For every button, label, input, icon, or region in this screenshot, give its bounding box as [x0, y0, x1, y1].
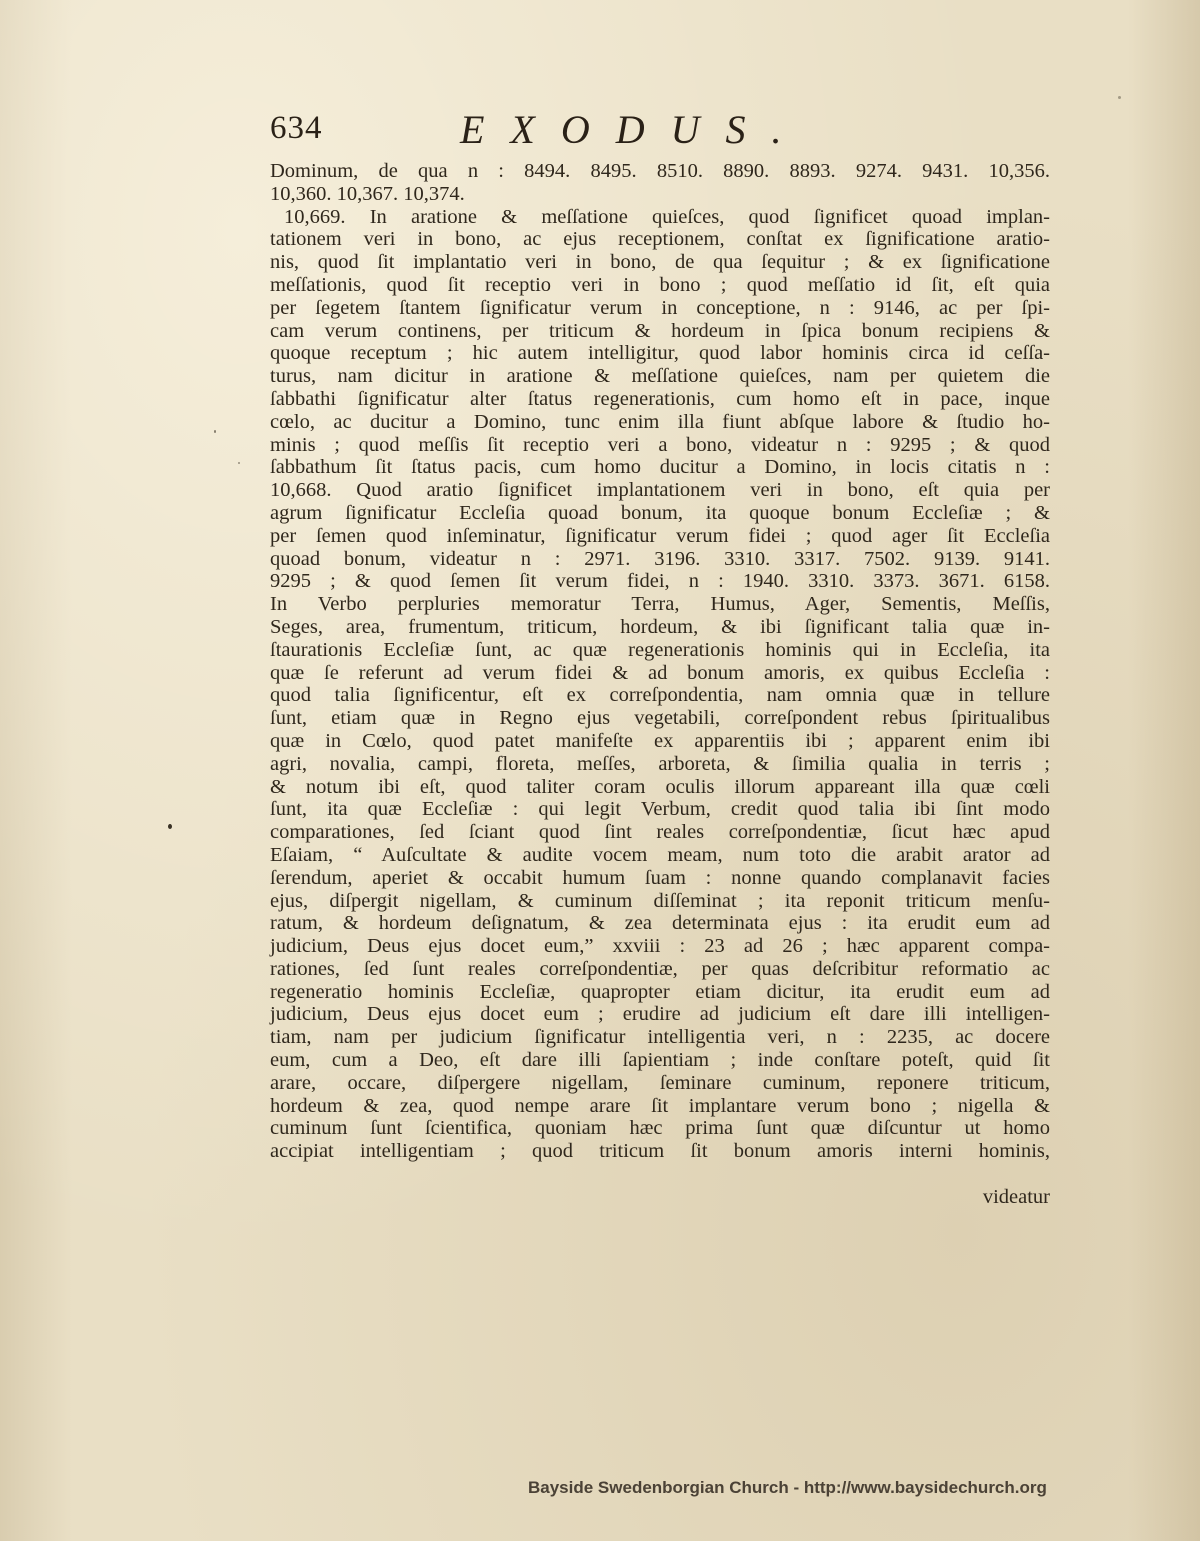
text-line: judicium, Deus ejus docet eum ; erudire ad judicium eſt dare illi intelligen-	[270, 1003, 1050, 1026]
watermark-footer: Bayside Swedenborgian Church - http://www.baysidechurch.org	[528, 1478, 1047, 1497]
text-line: Seges, area, frumentum, triticum, hordeum, & ibi ſignificant talia quæ in-	[270, 615, 1050, 638]
text-line: 10,669. In aratione & meſſatione quieſces, quod ſignificet quoad implan-	[284, 205, 1050, 228]
text-line: ſabbathum ſit ſtatus pacis, cum homo ducitur a Domino, in locis citatis n :	[270, 456, 1050, 479]
text-line: hordeum & zea, quod nempe arare ſit implantare verum bono ; nigella &	[270, 1094, 1050, 1117]
text-line: quæ ſe referunt ad verum fidei & ad bonum amoris, ex quibus Eccleſia :	[270, 661, 1050, 684]
text-line: ſunt, ita quæ Eccleſiæ : qui legit Verbum, credit quod talia ibi ſint modo	[270, 798, 1050, 821]
text-line: Eſaiam, “ Auſcultate & audite vocem meam, num toto die arabit arator ad	[270, 843, 1050, 866]
text-line: eum, cum a Deo, eſt dare illi ſapientiam ; inde conſtare poteſt, quid ſit	[270, 1049, 1050, 1072]
text-line: ejus, diſpergit nigellam, & cuminum diſſeminat ; ita reponit triticum menſu-	[270, 889, 1050, 912]
text-line: nis, quod ſit implantatio veri in bono, de qua ſequitur ; & ex ſignificatione	[270, 251, 1050, 274]
text-line: tationem veri in bono, ac ejus receptionem, conſtat ex ſignificatione aratio-	[270, 228, 1050, 251]
body-text	[270, 160, 1050, 1209]
text-line: Dominum, de qua n : 8494. 8495. 8510. 8890. 8893. 9274. 9431. 10,356.	[270, 160, 1050, 182]
text-line	[270, 1163, 1050, 1186]
text-line: quoad bonum, videatur n : 2971. 3196. 3310. 3317. 7502. 9139. 9141.	[270, 547, 1050, 570]
text-line: quoque receptum ; hic autem intelligitur, quod labor hominis circa id ceſſa-	[270, 342, 1050, 365]
text-line: regeneratio hominis Eccleſiæ, quapropter etiam dicitur, ita erudit eum ad	[270, 980, 1050, 1003]
text-line: cœlo, ac ducitur a Domino, tunc enim illa fiunt abſque labore & ſtudio ho-	[270, 410, 1050, 433]
text-line: In Verbo perpluries memoratur Terra, Humus, Ager, Sementis, Meſſis,	[270, 593, 1050, 616]
text-line: cuminum ſunt ſcientifica, quoniam hæc prima ſunt quæ diſcuntur ut homo	[270, 1117, 1050, 1140]
text-line: quod talia ſignificentur, eſt ex correſpondentia, nam omnia quæ in tellure	[270, 684, 1050, 707]
text-line: ſabbathi ſignificatur alter ſtatus regenerationis, cum homo eſt in pace, inque	[270, 387, 1050, 410]
text-line: agri, novalia, campi, floreta, meſſes, arboreta, & ſimilia qualia in terris ;	[270, 752, 1050, 775]
ink-speck	[238, 462, 240, 464]
text-line: ſerendum, aperiet & occabit humum ſuam : nonne quando complanavit facies	[270, 866, 1050, 889]
text-line: judicium, Deus ejus docet eum,” xxviii : 23 ad 26 ; hæc apparent compa-	[270, 935, 1050, 958]
text-line: per ſemen quod inſeminatur, ſignificatur verum fidei ; quod ager ſit Eccleſia	[270, 524, 1050, 547]
text-line: agrum ſignificatur Eccleſia quoad bonum, ita quoque bonum Eccleſiæ ; &	[270, 501, 1050, 524]
text-line: arare, occare, diſpergere nigellam, ſeminare cuminum, reponere triticum,	[270, 1071, 1050, 1094]
text-line: minis ; quod meſſis ſit receptio veri a bono, videatur n : 9295 ; & quod	[270, 433, 1050, 456]
page-number: 634	[270, 110, 323, 146]
text-line: meſſationis, quod ſit receptio veri in bono ; quod meſſatio id ſit, eſt quia	[270, 273, 1050, 296]
text-line: accipiat intelligentiam ; quod triticum ſit bonum amoris interni hominis,	[270, 1140, 1050, 1163]
text-line: cam verum continens, per triticum & hordeum in ſpica bonum recipiens &	[270, 319, 1050, 342]
text-line: ſunt, etiam quæ in Regno ejus vegetabili, correſpondent rebus ſpiritualibus	[270, 707, 1050, 730]
text-line: rationes, ſed ſunt reales correſpondentiæ, per quas deſcribitur reformatio ac	[270, 957, 1050, 980]
text-line: 10,668. Quod aratio ſignificet implantationem veri in bono, eſt quia per	[270, 479, 1050, 502]
text-line: tiam, nam per judicium ſignificatur intelligentia veri, n : 2235, ac docere	[270, 1026, 1050, 1049]
ink-speck	[1118, 96, 1121, 99]
text-line: comparationes, ſed ſciant quod ſint reales correſpondentiæ, ſicut hæc apud	[270, 821, 1050, 844]
catchword: videatur	[982, 1185, 1050, 1208]
ink-speck	[168, 824, 172, 829]
text-line: per ſegetem ſtantem ſignificatur verum in conceptione, n : 9146, ac per ſpi-	[270, 296, 1050, 319]
text-line: ſtaurationis Eccleſiæ ſunt, ac quæ regenerationis hominis qui in Eccleſia, ita	[270, 638, 1050, 661]
ink-speck	[214, 430, 216, 433]
text-line: & notum ibi eſt, quod taliter coram oculis illorum appareant illa quæ cœli	[270, 775, 1050, 798]
running-title: EXODUS.	[460, 107, 808, 152]
text-line: ratum, & hordeum deſignatum, & zea determinata ejus : ita erudit eum ad	[270, 912, 1050, 935]
page-header	[270, 106, 1070, 156]
text-line: 9295 ; & quod ſemen ſit verum fidei, n : 1940. 3310. 3373. 3671. 6158.	[270, 570, 1050, 593]
text-line: turus, nam dicitur in aratione & meſſatione quieſces, nam per quietem die	[270, 365, 1050, 388]
text-line: 10,360. 10,367. 10,374.	[270, 182, 465, 205]
text-line: quæ in Cœlo, quod patet manifeſte ex apparentiis ibi ; apparent enim ibi	[270, 729, 1050, 752]
